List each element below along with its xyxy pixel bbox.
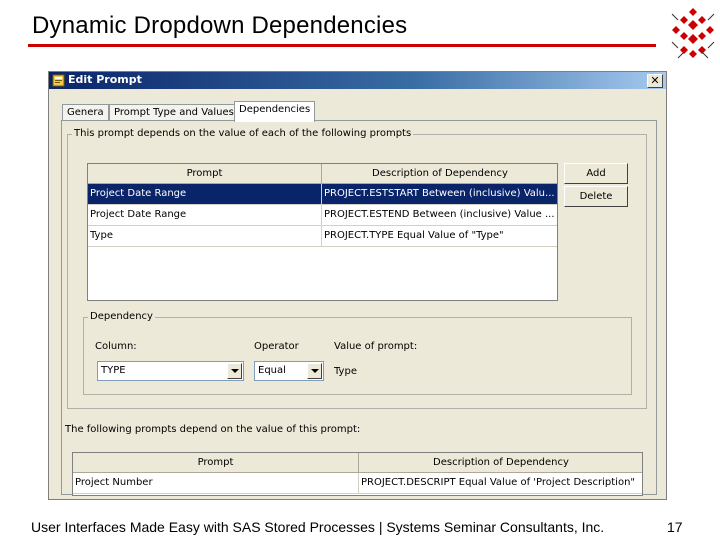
operator-select[interactable] — [254, 361, 324, 381]
slide-footer: User Interfaces Made Easy with SAS Stored Processes | Systems Seminar Consultants, Inc. — [31, 519, 605, 535]
delete-button[interactable]: Delete — [564, 186, 628, 207]
column-select[interactable] — [97, 361, 244, 381]
dependency-legend: Dependency — [90, 311, 153, 322]
column-header-prompt[interactable]: Prompt — [88, 164, 322, 184]
tab-dependencies[interactable]: Dependencies — [234, 101, 315, 122]
value-of-prompt-value: Type — [334, 366, 357, 377]
depends-on-group — [67, 128, 647, 409]
slide-title: Dynamic Dropdown Dependencies — [32, 12, 408, 39]
row-description-cell[interactable]: PROJECT.ESTSTART Between (inclusive) Valu... — [322, 184, 558, 205]
row-description-cell[interactable]: PROJECT.TYPE Equal Value of "Type" — [322, 226, 558, 247]
row-prompt-cell[interactable]: Project Date Range — [88, 184, 322, 205]
dialog-titlebar[interactable] — [49, 72, 666, 89]
close-button[interactable] — [647, 74, 663, 88]
row-prompt-cell[interactable]: Project Date Range — [88, 205, 322, 226]
dependency-group — [83, 311, 632, 395]
value-of-prompt-label: Value of prompt: — [334, 341, 418, 352]
depends-on-legend: This prompt depends on the value of each of the following prompts — [74, 128, 412, 139]
column-header-prompt[interactable]: Prompt — [73, 453, 359, 473]
add-button[interactable]: Add — [564, 163, 628, 184]
column-header-description[interactable]: Description of Dependency — [359, 453, 643, 473]
tab-general[interactable]: Genera — [62, 104, 109, 121]
dialog-title: Edit Prompt — [68, 73, 142, 86]
chevron-down-icon[interactable] — [307, 363, 322, 379]
app-icon — [52, 74, 65, 87]
tab-prompt-type-and-values[interactable]: Prompt Type and Values — [109, 104, 239, 121]
row-description-cell[interactable]: PROJECT.ESTEND Between (inclusive) Value ... — [322, 205, 558, 226]
dependents-table — [72, 452, 643, 496]
column-header-description[interactable]: Description of Dependency — [322, 164, 558, 184]
depends-on-table — [87, 163, 558, 301]
title-rule — [28, 44, 656, 47]
page-number: 17 — [667, 519, 683, 535]
edit-prompt-dialog — [48, 71, 667, 500]
row-description-cell[interactable]: PROJECT.DESCRIPT Equal Value of 'Project Description" — [359, 473, 643, 494]
dependents-caption: The following prompts depend on the value of this prompt: — [65, 424, 361, 435]
company-logo — [668, 6, 718, 64]
operator-label: Operator — [254, 341, 299, 352]
row-prompt-cell[interactable]: Project Number — [73, 473, 359, 494]
row-prompt-cell[interactable]: Type — [88, 226, 322, 247]
column-label: Column: — [95, 341, 137, 352]
dependencies-panel — [61, 120, 657, 495]
operator-select-value: Equal — [258, 365, 286, 376]
chevron-down-icon[interactable] — [227, 363, 242, 379]
close-icon: ✕ — [650, 74, 660, 87]
column-select-value: TYPE — [101, 365, 126, 376]
